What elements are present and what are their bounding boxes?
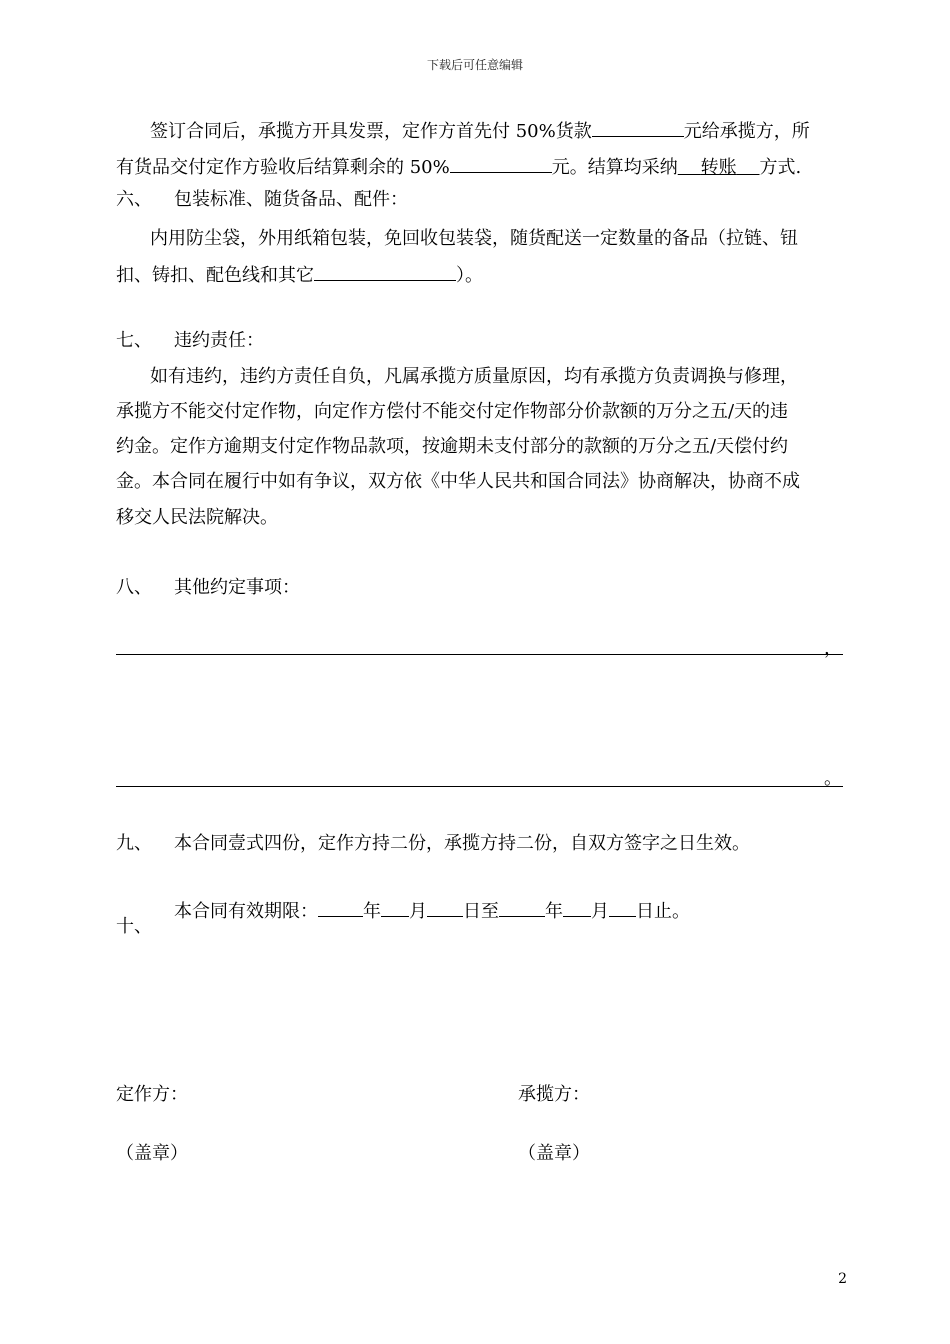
- section-7-line-5: 移交人民法院解决。: [116, 507, 278, 528]
- other-terms-line-1[interactable]: [116, 654, 843, 655]
- other-accessories-field[interactable]: [314, 261, 456, 281]
- payment-text-1a: 签订合同后，承揽方开具发票，定作方首先付 50%货款: [150, 121, 592, 142]
- party-a-seal: （盖章）: [116, 1143, 188, 1164]
- payment-text-1b: 元给承揽方，所: [683, 121, 810, 142]
- party-b-seal: （盖章）: [518, 1143, 590, 1164]
- section-10-number: 十、: [116, 916, 152, 937]
- payment-text-2b: 元。结算均采纳: [551, 157, 678, 178]
- section-6-text-2b: ）。: [456, 265, 483, 286]
- validity-label: 本合同有效期限：: [174, 901, 318, 922]
- section-8-number: 八、: [116, 577, 152, 598]
- other-terms-line-2[interactable]: [116, 786, 843, 787]
- start-year-field[interactable]: [318, 897, 363, 917]
- page-number: 2: [838, 1271, 847, 1287]
- remaining-payment-amount-field[interactable]: [450, 153, 552, 173]
- section-9: [116, 832, 750, 856]
- section-6-title: 包装标准、随货备品、配件：: [174, 189, 408, 210]
- payment-text-2a: 有货品交付定作方验收后结算剩余的 50%: [116, 157, 450, 178]
- start-month-field[interactable]: [381, 897, 409, 917]
- day-to-label: 日至: [463, 901, 499, 922]
- section-6-line-1: 内用防尘袋，外用纸箱包装，免回收包装袋，随货配送一定数量的备品（拉链、钮: [150, 228, 798, 249]
- year-label: 年: [363, 901, 381, 922]
- year2-label: 年: [545, 901, 563, 922]
- section-7-line-3: 约金。定作方逾期支付定作物品款项，按逾期未支付部分的款额的万分之五/天偿付约: [116, 436, 789, 457]
- section-8-title: 其他约定事项：: [174, 577, 300, 598]
- day-end-label: 日止。: [636, 901, 690, 922]
- payment-method: 转账: [700, 157, 737, 178]
- section-7-heading: [116, 329, 264, 353]
- month-label: 月: [409, 901, 427, 922]
- section-6-number: 六、: [116, 189, 152, 210]
- section-8-heading: [116, 576, 300, 600]
- validity-period-line: [174, 897, 690, 924]
- party-b-label: 承揽方：: [518, 1084, 590, 1105]
- section-6-text-2a: 扣、铸扣、配色线和其它: [116, 265, 314, 286]
- end-day-field[interactable]: [609, 897, 636, 917]
- section-6-line-2: [116, 261, 483, 288]
- first-payment-amount-field[interactable]: [592, 117, 684, 137]
- section-7-line-4: 金。本合同在履行中如有争议，双方依《中华人民共和国合同法》协商解决，协商不成: [116, 471, 800, 492]
- section-7-line-2: 承揽方不能交付定作物，向定作方偿付不能交付定作物部分价款额的万分之五/天的违: [116, 401, 789, 422]
- month2-label: 月: [591, 901, 609, 922]
- payment-line-1: [150, 117, 810, 144]
- section-9-text: 本合同壹式四份，定作方持二份，承揽方持二份，自双方签字之日生效。: [174, 833, 750, 854]
- other-terms-comma: ，: [824, 638, 842, 659]
- section-7-title: 违约责任：: [174, 330, 264, 351]
- party-a-label: 定作方：: [116, 1084, 188, 1105]
- payment-line-2: [116, 153, 801, 180]
- other-terms-period: 。: [824, 768, 842, 789]
- section-9-number: 九、: [116, 833, 152, 854]
- end-month-field[interactable]: [563, 897, 591, 917]
- start-day-field[interactable]: [427, 897, 463, 917]
- end-year-field[interactable]: [499, 897, 545, 917]
- page-header: 下载后可任意编辑: [426, 58, 523, 72]
- section-6-heading: [116, 188, 408, 212]
- payment-text-2c: 方式.: [759, 157, 802, 178]
- section-7-number: 七、: [116, 330, 152, 351]
- section-7-line-1: 如有违约，违约方责任自负，凡属承揽方质量原因，均有承揽方负责调换与修理，: [150, 366, 798, 387]
